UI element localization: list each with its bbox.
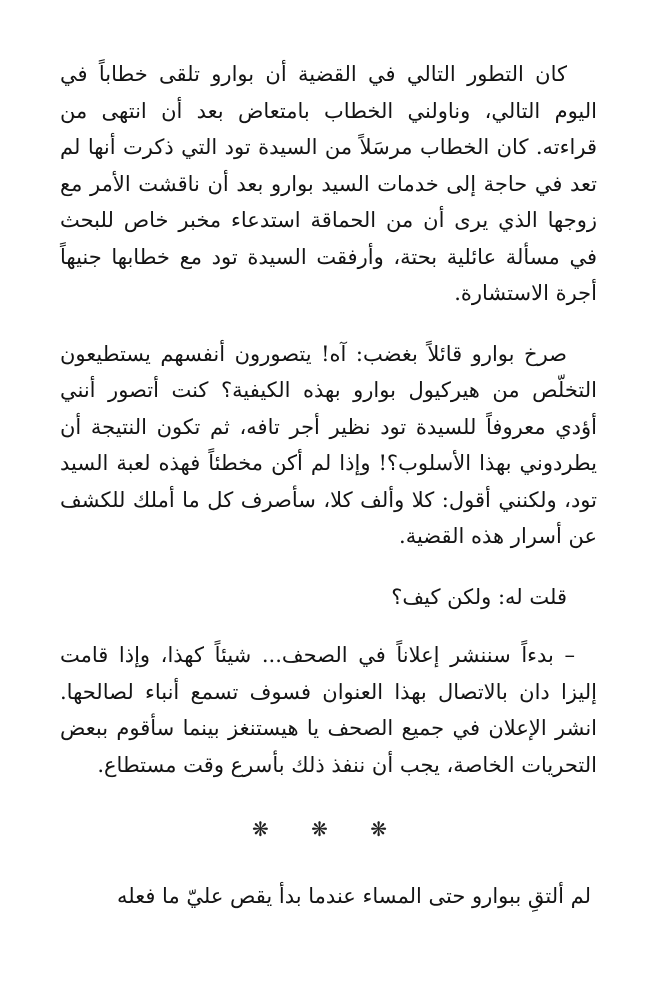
paragraph-how-question: قلت له: ولكن كيف؟ [391, 584, 567, 609]
paragraph-evening-meeting: لم ألتقِ ببوارو حتى المساء عندما بدأ يقص عليّ ما فعله [116, 883, 591, 908]
paragraph-advertisement-plan: – بدءاً سننشر إعلاناً في الصحف... شيئاً كهذا، وإذا قامت إليزا دان بالاتصال بهذا العنوان فسوف تسمع أنباء لصالحها. انشر الإعلان في جميع الصحف يا هيستنغز بينما سأقوم ببعض التحريات الخاصة، يجب أن ننفذ ذلك بأسرع وقت مستطاع. [60, 643, 597, 777]
book-page [60, 56, 597, 914]
paragraph-poirot-outburst: صرخ بوارو قائلاً بغضب: آه! يتصورون أنفسهم يستطيعون التخلّص من هيركيول بوارو بهذه الكيفية؟ كنت أتصور أنني أؤدي معروفاً للسيدة تود نظير أجر تافه، ثم تكون النتيجة أن يطردوني بهذا الأسلوب؟! وإذا لم أكن مخطئاً فهذه لعبة السيد تود، ولكنني أقول: كلا وألف كلا، سأصرف كل ما أملك للكشف عن أسرار هذه القضية. [60, 341, 597, 548]
section-separator-asterisks: ❋ ❋ ❋ [252, 817, 405, 841]
paragraph-letter-received: كان التطور التالي في القضية أن بوارو تلقى خطاباً في اليوم التالي، وناولني الخطاب بامتعاض بعد أن انتهى من قراءته. كان الخطاب مرسَلاً من السيدة تود التي ذكرت أنها لم تعد في حاجة إلى خدمات السيد بوارو بعد أن ناقشت الأمر مع زوجها الذي يرى أن من الحماقة استدعاء مخبر خاص للبحث في مسألة عائلية بحتة، وأرفقت السيدة تود مع خطابها جنيهاً أجرة الاستشارة. [60, 62, 597, 305]
